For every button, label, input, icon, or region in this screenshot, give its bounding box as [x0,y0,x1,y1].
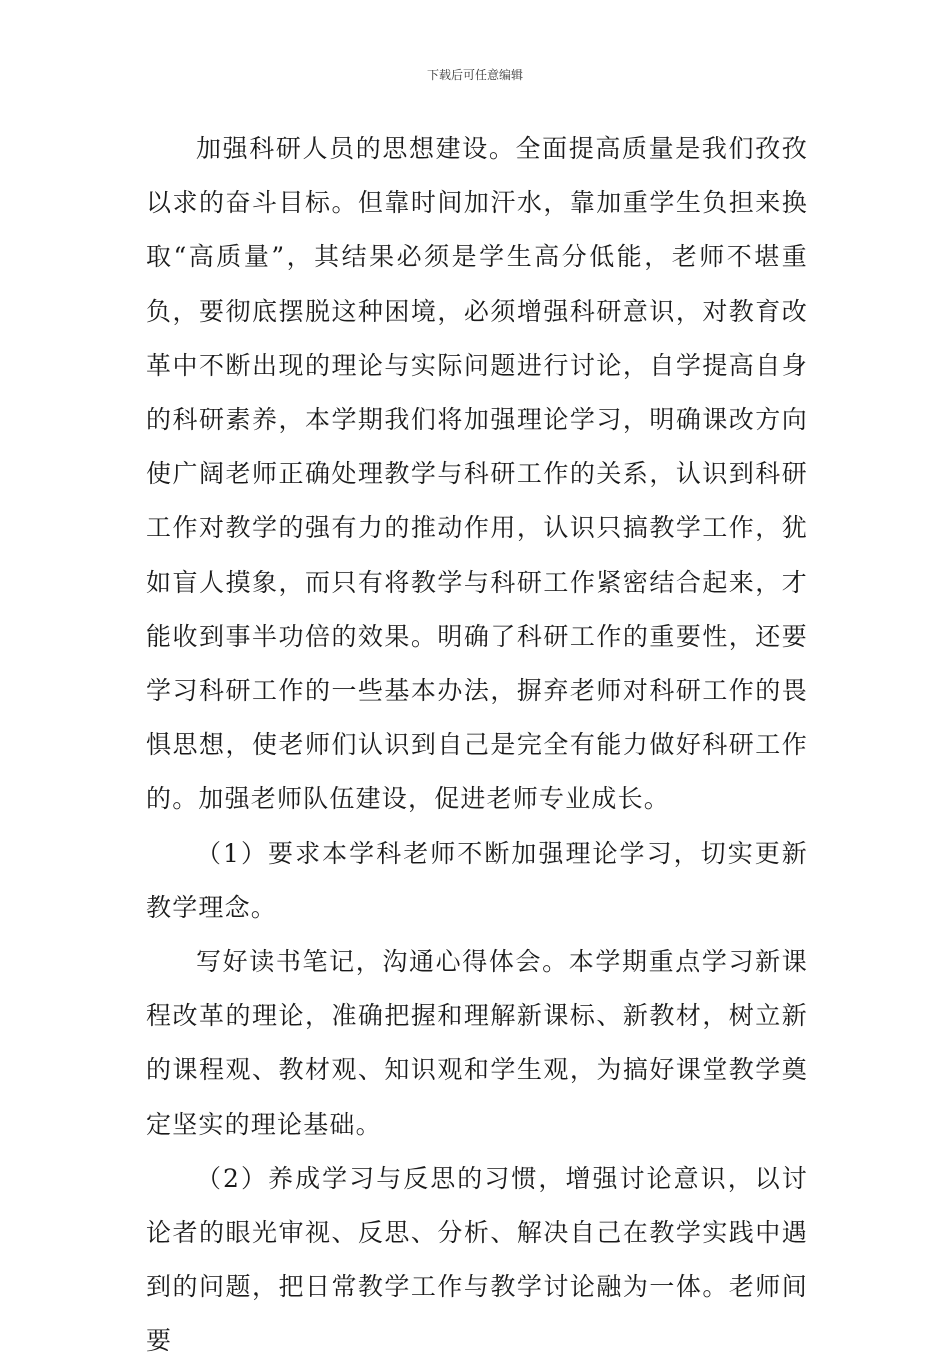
document-body [146,122,808,1369]
paragraph-item-2: （2）养成学习与反思的习惯，增强讨论意识，以讨论者的眼光审视、反思、分析、解决自己在教学实践中遇到的问题，把日常教学工作与教学讨论融为一体。老师间要 [146,1163,808,1356]
paragraph-research-construction: 加强科研人员的思想建设。全面提高质量是我们孜孜以求的奋斗目标。但靠时间加汗水，靠加重学生负担来换取“高质量”，其结果必须是学生高分低能，老师不堪重负，要彻底摆脱这种困境，必须增强科研意识，对教育改革中不断出现的理论与实际问题进行讨论，自学提高自身的科研素养，本学期我们将加强理论学习，明确课改方向使广阔老师正确处理教学与科研工作的关系，认识到科研工作对教学的强有力的推动作用，认识只搞教学工作，犹如盲人摸象，而只有将教学与科研工作紧密结合起来，才能收到事半功倍的效果。明确了科研工作的重要性，还要学习科研工作的一些基本办法，摒弃老师对科研工作的畏惧思想，使老师们认识到自己是完全有能力做好科研工作的。加强老师队伍建设，促进老师专业成长。 [146,134,808,814]
page-header: 下载后可任意编辑 [426,68,523,82]
paragraph-reading-notes: 写好读书笔记，沟通心得体会。本学期重点学习新课程改革的理论，准确把握和理解新课标、新教材，树立新的课程观、教材观、知识观和学生观，为搞好课堂教学奠定坚实的理论基础。 [146,947,808,1139]
paragraph-item-1: （1）要求本学科老师不断加强理论学习，切实更新教学理念。 [146,838,808,922]
